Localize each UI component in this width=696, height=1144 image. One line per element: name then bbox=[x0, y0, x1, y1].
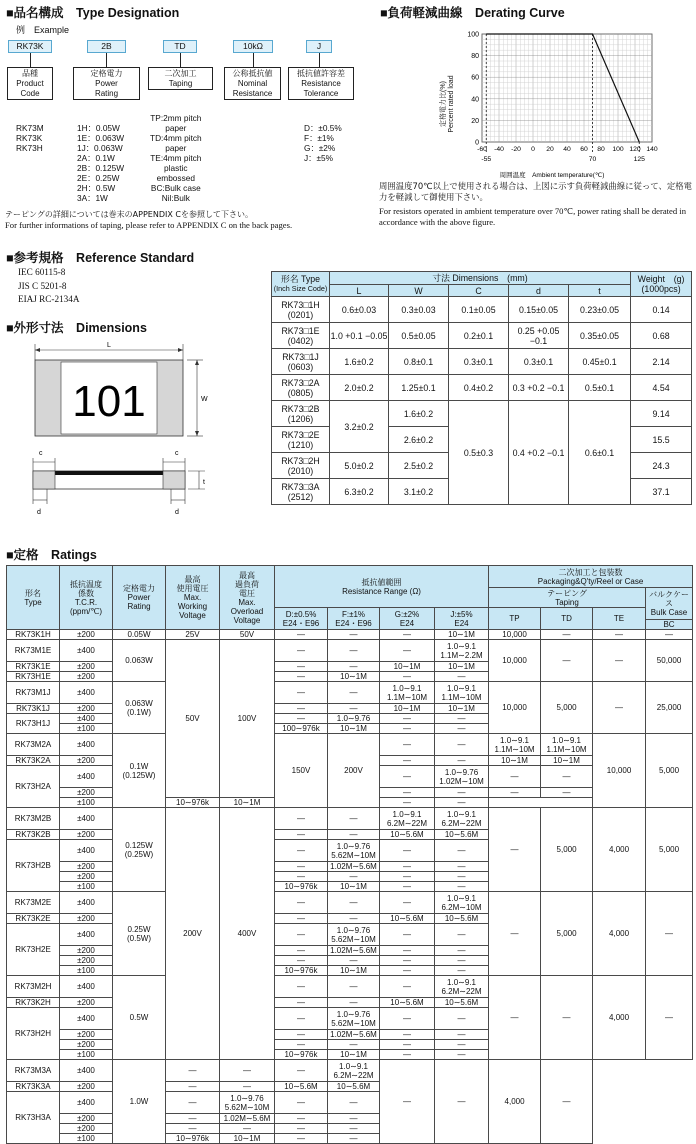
table-row: ±100 10∼976k 10∼1M — — bbox=[7, 1134, 693, 1144]
nominal-resistance-label: 公称抵抗値 Nominal Resistance bbox=[224, 67, 281, 100]
x-tick-label: 100 bbox=[612, 146, 624, 153]
y-tick-label: 100 bbox=[467, 31, 479, 39]
table-row: ±100 10∼976k 10∼1M — — bbox=[7, 798, 693, 808]
x-tick-label: 20 bbox=[546, 146, 554, 153]
table-row: RK73M3A ±400 1.0W — — — 1.0∼9.1 6.2M∼22M — — 4,000 — bbox=[7, 1060, 693, 1082]
table-row: RK73K2E ±200 — — 10∼5.6M 10∼5.6M bbox=[7, 914, 693, 924]
designation-box-tolerance: J bbox=[306, 40, 332, 53]
product-code-list: RK73M RK73K RK73H bbox=[16, 123, 44, 153]
table-row: RK73M2B ±400 0.125W (0.25W) 200V 400V — — 1.0∼9.1 6.2M∼22M 1.0∼9.1 6.2M∼22M — 5,000 4,000 5,000 bbox=[7, 808, 693, 830]
svg-text:c: c bbox=[175, 450, 179, 457]
table-row: RK73K2H ±200 — — 10∼5.6M 10∼5.6M bbox=[7, 998, 693, 1008]
table-row: ±200 — 1.02M∼5.6M — — bbox=[7, 1030, 693, 1040]
example-label: 例 Example bbox=[16, 25, 70, 35]
x-tick-label: 40 bbox=[563, 146, 571, 153]
svg-text:d: d bbox=[175, 509, 179, 516]
x-marker-label: 125 bbox=[633, 156, 645, 163]
resistor-marking: 101 bbox=[72, 377, 146, 426]
y-tick-label: 0 bbox=[475, 139, 479, 147]
table-row: RK73□1E (0402) 1.0 +0.1 −0.05 0.5±0.05 0.2±0.1 0.25 +0.05 −0.1 0.35±0.05 0.68 bbox=[272, 323, 692, 349]
tolerance-label: 抵抗値許容差 Resistance Tolerance bbox=[288, 67, 354, 100]
svg-text:t: t bbox=[203, 479, 205, 486]
table-row: RK73M1E ±400 0.063W 50V 100V — — — 1.0∼9.1 1.1M∼2.2M 10,000 — — 50,000 bbox=[7, 640, 693, 662]
table-row: ±100 100∼976k 10∼1M — — bbox=[7, 724, 693, 734]
designation-box-product: RK73K bbox=[8, 40, 52, 53]
table-row: RK73M2A ±400 0.1W (0.125W) 150V 200V — — 1.0∼9.1 1.1M∼10M 1.0∼9.1 1.1M∼10M 10,000 5,000 bbox=[7, 734, 693, 756]
table-row: RK73H2H ±400 — 1.0∼9.76 5.62M∼10M — — bbox=[7, 1008, 693, 1030]
reference-item: JIS C 5201-8 bbox=[18, 280, 67, 291]
table-row: RK73K1H ±200 0.05W 25V 50V — — — 10∼1M 10,000 — — — bbox=[7, 630, 693, 640]
table-row: RK73H3A ±400 — 1.0∼9.76 5.62M∼10M — — bbox=[7, 1092, 693, 1114]
table-row: RK73K1E ±200 — — 10∼1M 10∼1M bbox=[7, 662, 693, 672]
table-row: ±100 10∼976k 10∼1M — — bbox=[7, 1050, 693, 1060]
product-code-label: 品種 Product Code bbox=[7, 67, 53, 100]
table-row: RK73□3A (2512) 6.3±0.2 3.1±0.2 37.1 bbox=[272, 479, 692, 505]
table-row: RK73K2A ±200 — — 10∼1M 10∼1M bbox=[7, 756, 693, 766]
reference-item: EIAJ RC-2134A bbox=[18, 294, 80, 304]
table-row: RK73□2A (0805) 2.0±0.2 1.25±0.1 0.4±0.2 0.3 +0.2 −0.1 0.5±0.1 4.54 bbox=[272, 375, 692, 401]
designation-box-power: 2B bbox=[87, 40, 126, 53]
connector bbox=[253, 53, 254, 67]
table-row: RK73K2B ±200 — — 10∼5.6M 10∼5.6M bbox=[7, 830, 693, 840]
y-tick-label: 40 bbox=[471, 96, 479, 104]
dimensions-table: 形名 Type (Inch Size Code) 寸法 Dimensions (mm) Weight (g) (1000pcs) L W C d t RK73□1H (0201) 0.6±0.03 0.3±0.03 0.1±0.05 0.15±0.05 0.23±0.05 0.14 RK73□1E (0402) 1.0 +0.1 −0.05 0.5±0.05 0.2±0.1 0.25 +0.05 −0.1 0.35±0.05 0.68 RK73□1J (0603) 1.6±0.2 0.8±0.1 0.3±0.1 0.3±0.1 0.45±0.1 2.14 RK73□2A (0805) 2.0±0.2 1.25±0.1 0.4±0.2 0.3 +0.2 −0.1 0.5±0.1 4.54 RK73□2B (1206) 3.2±0.2 1.6±0.2 0.5±0.3 0.4 +0.2 −0.1 0.6±0.1 9.14 RK73□2E (1210) 2.6±0.2 15.5 RK73□2H (2010) 5.0±0.2 2.5±0.2 24.3 RK73□3A (2512) 6.3±0.2 3.1±0.2 37.1 bbox=[271, 271, 692, 505]
dims-header-dimensions: 寸法 Dimensions (mm) bbox=[330, 272, 631, 285]
chart-grid bbox=[482, 34, 652, 142]
tolerance-list: D：±0.5% F：±1% G：±2% J：±5% bbox=[304, 123, 342, 163]
table-row: RK73□1H (0201) 0.6±0.03 0.3±0.03 0.1±0.05 0.15±0.05 0.23±0.05 0.14 bbox=[272, 297, 692, 323]
reference-item: IEC 60115-8 bbox=[18, 267, 66, 277]
svg-text:c: c bbox=[39, 450, 43, 457]
table-row: ±200 — — — — bbox=[7, 788, 693, 798]
table-row: RK73□2H (2010) 5.0±0.2 2.5±0.2 24.3 bbox=[272, 453, 692, 479]
x-tick-label: -40 bbox=[494, 146, 504, 153]
x-tick-label: 60 bbox=[580, 146, 588, 153]
table-row: ±100 10∼976k 10∼1M — — bbox=[7, 882, 693, 892]
dimensions-drawing bbox=[25, 338, 215, 518]
taping-note-en: For further informations of taping, please refer to APPENDIX C on the back pages. bbox=[5, 220, 293, 230]
table-row: RK73H1E ±200 — 10∼1M — — bbox=[7, 672, 693, 682]
y-tick-label: 80 bbox=[471, 53, 479, 61]
table-row: RK73□2B (1206) 3.2±0.2 1.6±0.2 0.5±0.3 0.4 +0.2 −0.1 0.6±0.1 9.14 bbox=[272, 401, 692, 427]
table-row: RK73H2B ±400 — 1.0∼9.76 5.62M∼10M — — bbox=[7, 840, 693, 862]
x-tick-label: 140 bbox=[646, 146, 658, 153]
chart-ylabel: 定格電力比(%) Percent rated load bbox=[440, 75, 455, 133]
table-row: ±200 — — — — bbox=[7, 1040, 693, 1050]
ratings-title: ■定格 Ratings bbox=[6, 548, 97, 562]
chart-xlabel: 周囲温度 Ambient temperature(℃) bbox=[499, 172, 605, 179]
dims-header-weight: Weight (g) (1000pcs) bbox=[631, 272, 692, 297]
dimensions-title: ■外形寸法 Dimensions bbox=[6, 321, 147, 335]
table-row: RK73K1J ±200 — — 10∼1M 10∼1M bbox=[7, 704, 693, 714]
x-tick-label: -60 bbox=[477, 146, 487, 153]
designation-box-taping: TD bbox=[163, 40, 197, 53]
x-tick-label: 0 bbox=[531, 146, 535, 153]
power-rating-list: 1H：0.05W 1E：0.063W 1J：0.063W 2A：0.1W 2B：0.125W 2E：0.25W 2H：0.5W 3A：1W bbox=[77, 123, 125, 203]
table-row: ±200 — — — — bbox=[7, 1124, 693, 1134]
table-row: ±200 — — — — bbox=[7, 956, 693, 966]
taping-list: TP:2mm pitch paper TD:4mm pitch paper TE:4mm pitch plastic embossed BC:Bulk case Nil:Bulk bbox=[150, 113, 202, 203]
table-row: RK73K3A ±200 — — 10∼5.6M 10∼5.6M bbox=[7, 1082, 693, 1092]
derating-title: ■負荷軽減曲線 Derating Curve bbox=[380, 6, 565, 20]
table-row: RK73H1J ±400 — 1.0∼9.76 — — bbox=[7, 714, 693, 724]
table-row: RK73H2E ±400 — 1.0∼9.76 5.62M∼10M — — bbox=[7, 924, 693, 946]
connector bbox=[30, 53, 31, 67]
y-tick-label: 20 bbox=[471, 117, 479, 125]
x-tick-label: 80 bbox=[597, 146, 605, 153]
svg-text:W: W bbox=[201, 396, 208, 403]
x-tick-label: -20 bbox=[511, 146, 521, 153]
table-row: RK73□1J (0603) 1.6±0.2 0.8±0.1 0.3±0.1 0.3±0.1 0.45±0.1 2.14 bbox=[272, 349, 692, 375]
table-row: ±100 10∼976k 10∼1M — — bbox=[7, 966, 693, 976]
dims-header-type: 形名 Type (Inch Size Code) bbox=[272, 272, 330, 297]
connector bbox=[319, 53, 320, 67]
derating-chart bbox=[440, 22, 670, 182]
derating-note-en: For resistors operated in ambient temperature over 70℃, power rating shall be derated in accordance with the above figure. bbox=[379, 206, 686, 227]
taping-note-jp: テーピングの詳細については巻末のAPPENDIX Cを参照して下さい。 bbox=[5, 210, 253, 219]
table-row: RK73□2E (1210) 2.6±0.2 15.5 bbox=[272, 427, 692, 453]
table-row: ±200 — 1.02M∼5.6M — — bbox=[7, 1114, 693, 1124]
table-row: ±200 — — — — bbox=[7, 872, 693, 882]
table-row: RK73H2A ±400 — 1.0∼9.76 1.02M∼10M — — bbox=[7, 766, 693, 788]
table-row: ±200 — 1.02M∼5.6M — — bbox=[7, 862, 693, 872]
y-tick-label: 60 bbox=[471, 74, 479, 82]
ratings-table: 形名 Type 抵抗温度 係数 T.C.R. (ppm/℃) 定格電力 Power Rating 最高 使用電圧 Max. Working Voltage 最高 過負荷 電圧 Max. Overload Voltage 抵抗値範囲 Resistance Range (Ω) 二次加工と包装数 Packaging&Q'ty/Reel or Case テーピング Taping バルクケース Bulk Case D:±0.5% E24・E96 F:±1% E24・E96 G:±2% E24 J:±5% E24 TP TD TE BC RK73K1H ±200 0.05W 25V 50V — — — 10∼1M 10,000 — — — RK73M1E ±400 0.063W 50V 100V — — — 1.0∼9.1 1.1M∼2.2M 10,000 — — 50,000 RK73K1E ±200 — — 10∼1M 10∼1M RK73H1E ±200 — 10∼1M — — RK73M1J ±400 0.063W (0.1W) — — 1.0∼9.1 1.1M∼10M 1.0∼9.1 1.1M∼10M 10,000 5,000 — 25,000 RK73K1J ±200 — — 10∼1M 10∼1M RK73H1J ±400 — 1.0∼9.76 — — ±100 100∼976k 10∼1M — — RK73M2A ±400 0.1W (0.125W) 150V 200V — — 1.0∼9.1 1.1M∼10M 1.0∼9.1 1.1M∼10M 10,000 5,000 RK73K2A ±200 — — 10∼1M 10∼1M RK73H2A ±400 — 1.0∼9.76 1.02M∼10M — — ±200 — — — — ±100 10∼976k 10∼1M — — RK73M2B ±400 0.125W (0.25W) 200V 400V — — 1.0∼9.1 6.2M∼22M 1.0∼9.1 6.2M∼22M — 5,000 4,000 5,000 RK73K2B ±200 — — 10∼5.6M 10∼5.6M RK73H2B ±400 — 1.0∼9.76 5.62M∼10M — — ±200 — 1.02M∼5.6M — — ±200 — — — — ±100 10∼976k 10∼1M — — RK73M2E ±400 0.25W (0.5W) — — — 1.0∼9.1 6.2M∼10M — 5,000 4,000 — RK73K2E ±200 — — 10∼5.6M 10∼5.6M RK73H2E ±400 — 1.0∼9.76 5.62M∼10M — — ±200 — 1.02M∼5.6M — — ±200 — — — — ±100 10∼976k 10∼1M — — RK73M2H ±400 0.5W — — — 1.0∼9.1 6.2M∼22M — — 4,000 — RK73K2H ±200 — — 10∼5.6M 10∼5.6M RK73H2H ±400 — 1.0∼9.76 5.62M∼10M — — ±200 — 1.02M∼5.6M — — ±200 — — — — ±100 10∼976k 10∼1M — — RK73M3A ±400 1.0W — — — 1.0∼9.1 6.2M∼22M — — 4,000 — RK73K3A ±200 — — 10∼5.6M 10∼5.6M RK73H3A ±400 — 1.0∼9.76 5.62M∼10M — — ±200 — 1.02M∼5.6M — — ±200 — — — — ±100 10∼976k 10∼1M — — bbox=[6, 565, 693, 1144]
table-row: RK73M1J ±400 0.063W (0.1W) — — 1.0∼9.1 1.1M∼10M 1.0∼9.1 1.1M∼10M 10,000 5,000 — 25,000 bbox=[7, 682, 693, 704]
reference-list bbox=[18, 266, 80, 307]
x-marker-label: 70 bbox=[588, 156, 597, 163]
table-row: RK73M2E ±400 0.25W (0.5W) — — — 1.0∼9.1 6.2M∼10M — 5,000 4,000 — bbox=[7, 892, 693, 914]
table-row: RK73M2H ±400 0.5W — — — 1.0∼9.1 6.2M∼22M — — 4,000 — bbox=[7, 976, 693, 998]
connector bbox=[180, 53, 181, 67]
derating-note-jp: 周囲温度70℃以上で使用される場合は、上図に示す負荷軽減曲線に従って、定格電力を軽減して御使用下さい。 bbox=[379, 181, 693, 202]
table-row: ±200 — 1.02M∼5.6M — — bbox=[7, 946, 693, 956]
svg-text:L: L bbox=[107, 342, 111, 349]
x-tick-label: 120 bbox=[629, 146, 641, 153]
connector bbox=[106, 53, 107, 67]
taping-label: 二次加工 Taping bbox=[148, 67, 213, 90]
x-marker-label: -55 bbox=[481, 156, 492, 163]
svg-text:d: d bbox=[37, 509, 41, 516]
type-designation-title: ■品名構成 Type Designation bbox=[6, 6, 180, 20]
power-rating-label: 定格電力 Power Rating bbox=[73, 67, 140, 100]
designation-box-resistance: 10kΩ bbox=[233, 40, 273, 53]
reference-title: ■参考規格 Reference Standard bbox=[6, 251, 195, 265]
